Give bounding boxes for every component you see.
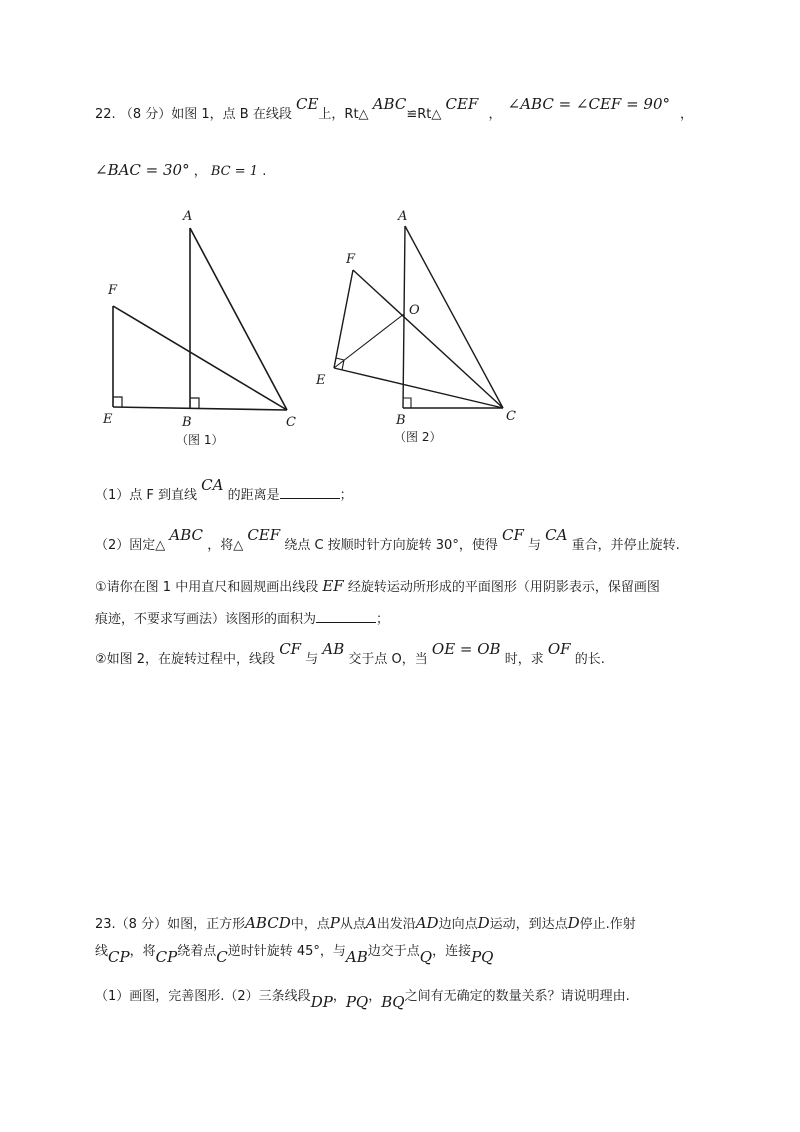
- math-abc-2: ABC: [169, 526, 204, 544]
- sub2-end: 重合，并停止旋转.: [571, 538, 680, 553]
- q23-l2b: ，将: [129, 944, 156, 959]
- math-oe-ob: OE = OB: [431, 640, 501, 658]
- sub2-rotate: 绕点 C 按顺时针方向旋转 30°，使得: [284, 538, 498, 553]
- math-cef: CEF: [445, 95, 479, 113]
- part1-prefix: ①请你在图 1 中用直尺和圆规画出线段: [95, 580, 319, 595]
- math-cf: CF: [501, 526, 524, 544]
- math-angle-bac: ∠BAC = 30°: [95, 161, 190, 179]
- q23-t4: 边向点: [438, 917, 478, 932]
- q22-cong-rt: ≌Rt△: [406, 107, 442, 122]
- math-ce: CE: [295, 95, 319, 113]
- q22-part2: [95, 640, 605, 667]
- math-ef: EF: [322, 577, 344, 595]
- fig2-label-c: C: [506, 409, 516, 424]
- math-p: P: [329, 914, 340, 932]
- fig1-label-e: E: [103, 412, 113, 427]
- math-ab: AB: [322, 640, 345, 658]
- q23-l2f: ，连接: [432, 944, 472, 959]
- fig2-segment-fe: [334, 270, 353, 368]
- q22-sub1: [95, 476, 353, 503]
- math-a: A: [365, 914, 377, 932]
- q22-intro: 如图 1，点 B 在线段: [171, 107, 292, 122]
- part2-prefix: ②如图 2，在旋转过程中，线段: [95, 652, 276, 667]
- fig2-segment-fc: [353, 270, 503, 408]
- fig2-label-f: F: [346, 252, 356, 267]
- fig1-segment-fc: [113, 306, 287, 410]
- math-bq: BQ: [381, 993, 405, 1011]
- math-abc: ABC: [372, 95, 407, 113]
- math-ad: AD: [415, 914, 439, 932]
- fig2-label-e: E: [316, 373, 326, 388]
- figures-svg: [0, 200, 800, 460]
- q23-lead: 23.（8 分）如图，正方形: [95, 917, 246, 932]
- q23-line1: [95, 913, 636, 932]
- q22-period: .: [262, 164, 267, 179]
- sub2-with: 与: [528, 538, 542, 553]
- part2-with: 与: [305, 652, 319, 667]
- part2-when: 时，求: [504, 652, 544, 667]
- figure-1: [113, 228, 287, 410]
- math-cp-2: CP: [155, 948, 178, 966]
- q22-number: 22.: [95, 107, 116, 122]
- q22-line2: ∠BAC = 30° ， BC = 1 .: [95, 161, 267, 179]
- fig2-segment-ec: [334, 368, 503, 408]
- fig2-label-o: O: [409, 303, 420, 318]
- q23-l3a: （1）画图，完善图形.（2）三条线段: [95, 989, 311, 1004]
- part2-meet: 交于点 O，当: [348, 652, 428, 667]
- sub2-prefix: （2）固定△: [95, 538, 166, 553]
- sub1-end: ；: [339, 488, 353, 503]
- q23-t6: 停止.作射: [579, 917, 636, 932]
- fig2-label-a: A: [398, 209, 408, 224]
- fig1-label-f: F: [108, 283, 118, 298]
- q22-sub2: [95, 526, 680, 553]
- math-angle-eq: ∠ABC = ∠CEF = 90°: [507, 95, 671, 113]
- q23-line2: [95, 940, 494, 966]
- fig1-label-a: A: [183, 209, 193, 224]
- fig2-label-b: B: [396, 413, 406, 428]
- math-bc: BC = 1: [210, 164, 259, 179]
- q23-t3: 出发沿: [376, 917, 416, 932]
- math-ca-2: CA: [545, 526, 568, 544]
- fig2-caption: （图 2）: [394, 430, 442, 444]
- math-ab-2: AB: [345, 948, 368, 966]
- math-cp: CP: [108, 948, 130, 966]
- answer-blank-2[interactable]: [316, 610, 376, 623]
- fig1-label-b: B: [182, 415, 192, 430]
- math-cef-2: CEF: [247, 526, 281, 544]
- math-d-2: D: [567, 914, 580, 932]
- q23-t2: 从点: [339, 917, 366, 932]
- q22-points: （8 分）: [119, 107, 172, 122]
- sub1-suffix: 的距离是: [227, 488, 280, 503]
- fig1-segment-ec: [113, 407, 287, 410]
- q22-line1: 22. （8 分）如图 1，点 B 在线段 CE上，Rt△ ABC≌Rt△ CEF ， ∠ABC = ∠CEF = 90°，: [95, 95, 694, 122]
- q23-l2c: 绕着点: [177, 944, 217, 959]
- q22-part1-line1: [95, 576, 660, 595]
- fig1-right-angle-e: [113, 397, 122, 407]
- q23-l2a: 线: [95, 944, 109, 959]
- q23-line3: [95, 985, 630, 1011]
- math-dp: DP: [310, 993, 333, 1011]
- math-c: C: [216, 948, 228, 966]
- q23-sep1: ，: [332, 989, 346, 1004]
- math-pq-2: PQ: [345, 993, 369, 1011]
- answer-blank-1[interactable]: [280, 486, 340, 499]
- fig1-caption: （图 1）: [176, 433, 224, 447]
- fig1-label-c: C: [286, 415, 296, 430]
- q23-t1: 中，点: [290, 917, 330, 932]
- q23-sep2: ，: [368, 989, 382, 1004]
- q23-l3b: 之间有无确定的数量关系？请说明理由.: [404, 989, 630, 1004]
- part2-end: 的长.: [574, 652, 605, 667]
- q22-part1-line2: [95, 608, 389, 627]
- math-of: OF: [547, 640, 571, 658]
- part1-suffix: 经旋转运动所形成的平面图形（用阴影表示，保留画图: [347, 580, 660, 595]
- fig1-segment-ac: [190, 228, 287, 410]
- math-pq: PQ: [471, 948, 494, 966]
- q23-l2e: 边交于点: [367, 944, 420, 959]
- math-ca: CA: [201, 476, 224, 494]
- fig2-segment-ac: [405, 226, 503, 408]
- math-cf-2: CF: [279, 640, 302, 658]
- part1-line2: 痕迹，不要求写画法）该图形的面积为: [95, 612, 317, 627]
- math-abcd: ABCD: [245, 914, 291, 932]
- q23-l2d: 逆时针旋转 45°，与: [227, 944, 346, 959]
- q22-on-rt: 上，Rt△: [318, 107, 369, 122]
- math-q: Q: [419, 948, 433, 966]
- fig1-right-angle-b: [190, 398, 199, 408]
- q23-t5: 运动，到达点: [489, 917, 568, 932]
- q22-comma: ，: [488, 107, 502, 122]
- math-d: D: [477, 914, 490, 932]
- fig2-right-angle-b: [403, 398, 411, 408]
- part1-end: ；: [376, 612, 390, 627]
- sub1-prefix: （1）点 F 到直线: [95, 488, 198, 503]
- sub2-mid: ，将△: [207, 538, 244, 553]
